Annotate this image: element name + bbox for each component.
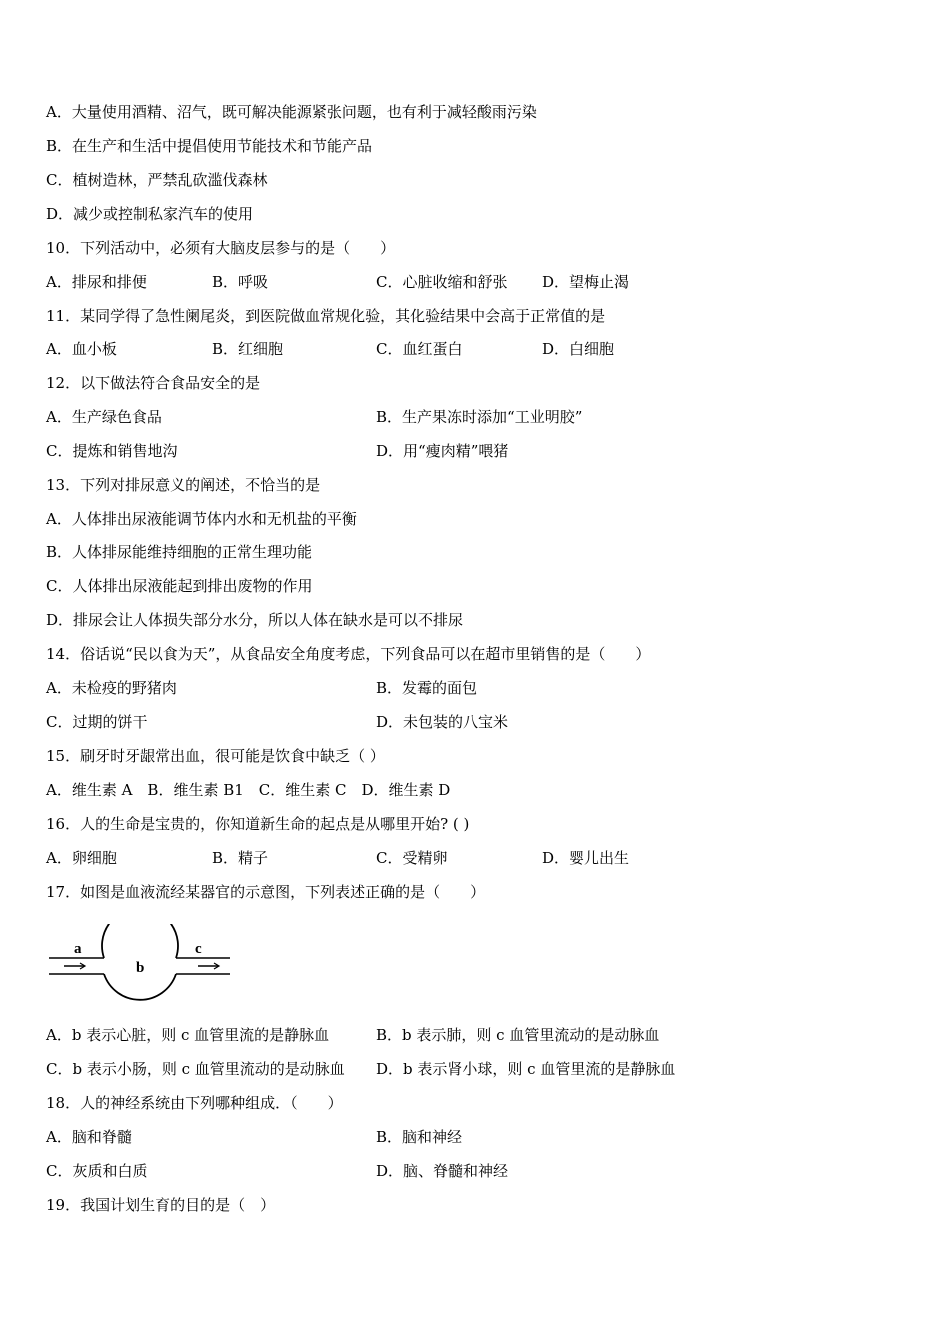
q18-stem: 18．人的神经系统由下列哪种组成．（ ） [46, 1094, 343, 1112]
q18-option-a: A．脑和脊髓 [46, 1128, 132, 1146]
q10-option-a: A．排尿和排便 [46, 273, 147, 291]
q14-option-d: D．未包装的八宝米 [376, 713, 509, 731]
q10-option-c: C．心脏收缩和舒张 [376, 273, 508, 291]
diagram-label-b: b [136, 960, 145, 976]
q12-option-b: B．生产果冻时添加“工业明胶” [376, 408, 583, 426]
q15-options: A．维生素 A B．维生素 B1 C．维生素 C D．维生素 D [46, 781, 451, 799]
q9-option-a: A．大量使用酒精、沼气，既可解决能源紧张问题，也有利于减轻酸雨污染 [46, 103, 537, 121]
q14-stem: 14．俗话说“民以食为天”，从食品安全角度考虑，下列食品可以在超市里销售的是（ ） [46, 645, 651, 663]
q12-option-c: C．提炼和销售地沟 [46, 442, 178, 460]
q10-option-b: B．呼吸 [212, 273, 269, 291]
q13-option-d: D．排尿会让人体损失部分水分，所以人体在缺水是可以不排尿 [46, 611, 464, 629]
q16-option-b: B．精子 [212, 849, 269, 867]
q11-stem: 11．某同学得了急性阑尾炎，到医院做血常规化验，其化验结果中会高于正常值的是 [46, 307, 606, 325]
blood-flow-diagram [46, 924, 236, 1006]
q11-option-c: C．血红蛋白 [376, 340, 463, 358]
q11-option-a: A．血小板 [46, 340, 117, 358]
q14-option-b: B．发霉的面包 [376, 679, 478, 697]
q17-option-d: D．b 表示肾小球，则 c 血管里流的是静脉血 [376, 1060, 676, 1078]
q14-option-c: C．过期的饼干 [46, 713, 148, 731]
q12-option-a: A．生产绿色食品 [46, 408, 162, 426]
q9-option-b: B．在生产和生活中提倡使用节能技术和节能产品 [46, 137, 373, 155]
q17-stem: 17．如图是血液流经某器官的示意图，下列表述正确的是（ ） [46, 883, 486, 901]
q18-option-c: C．灰质和白质 [46, 1162, 148, 1180]
q12-option-d: D．用“瘦肉精”喂猪 [376, 442, 509, 460]
q16-option-c: C．受精卵 [376, 849, 448, 867]
q13-option-b: B．人体排尿能维持细胞的正常生理功能 [46, 543, 313, 561]
q13-option-c: C．人体排出尿液能起到排出废物的作用 [46, 577, 313, 595]
q9-option-c: C．植树造林，严禁乱砍滥伐森林 [46, 171, 268, 189]
q14-option-a: A．未检疫的野猪肉 [46, 679, 177, 697]
diagram-label-c: c [195, 941, 202, 957]
q11-option-b: B．红细胞 [212, 340, 284, 358]
q19-stem: 19．我国计划生育的目的是（ ） [46, 1196, 276, 1214]
q15-stem: 15．刷牙时牙龈常出血，很可能是饮食中缺乏（ ） [46, 747, 385, 765]
q17-option-a: A．b 表示心脏，则 c 血管里流的是静脉血 [46, 1026, 330, 1044]
q10-option-d: D．望梅止渴 [542, 273, 630, 291]
q18-option-b: B．脑和神经 [376, 1128, 463, 1146]
q9-option-d: D．减少或控制私家汽车的使用 [46, 205, 254, 223]
q17-option-c: C．b 表示小肠，则 c 血管里流动的是动脉血 [46, 1060, 345, 1078]
q10-stem: 10．下列活动中，必须有大脑皮层参与的是（ ） [46, 239, 396, 257]
q16-option-a: A．卵细胞 [46, 849, 117, 867]
q11-option-d: D．白细胞 [542, 340, 615, 358]
diagram-label-a: a [74, 941, 82, 957]
q17-option-b: B．b 表示肺，则 c 血管里流动的是动脉血 [376, 1026, 660, 1044]
q16-option-d: D．婴儿出生 [542, 849, 630, 867]
q13-option-a: A．人体排出尿液能调节体内水和无机盐的平衡 [46, 510, 357, 528]
q13-stem: 13．下列对排尿意义的阐述，不恰当的是 [46, 476, 321, 494]
q16-stem: 16．人的生命是宝贵的，你知道新生命的起点是从哪里开始? ( ) [46, 815, 470, 833]
q18-option-d: D．脑、脊髓和神经 [376, 1162, 509, 1180]
q12-stem: 12．以下做法符合食品安全的是 [46, 374, 261, 392]
